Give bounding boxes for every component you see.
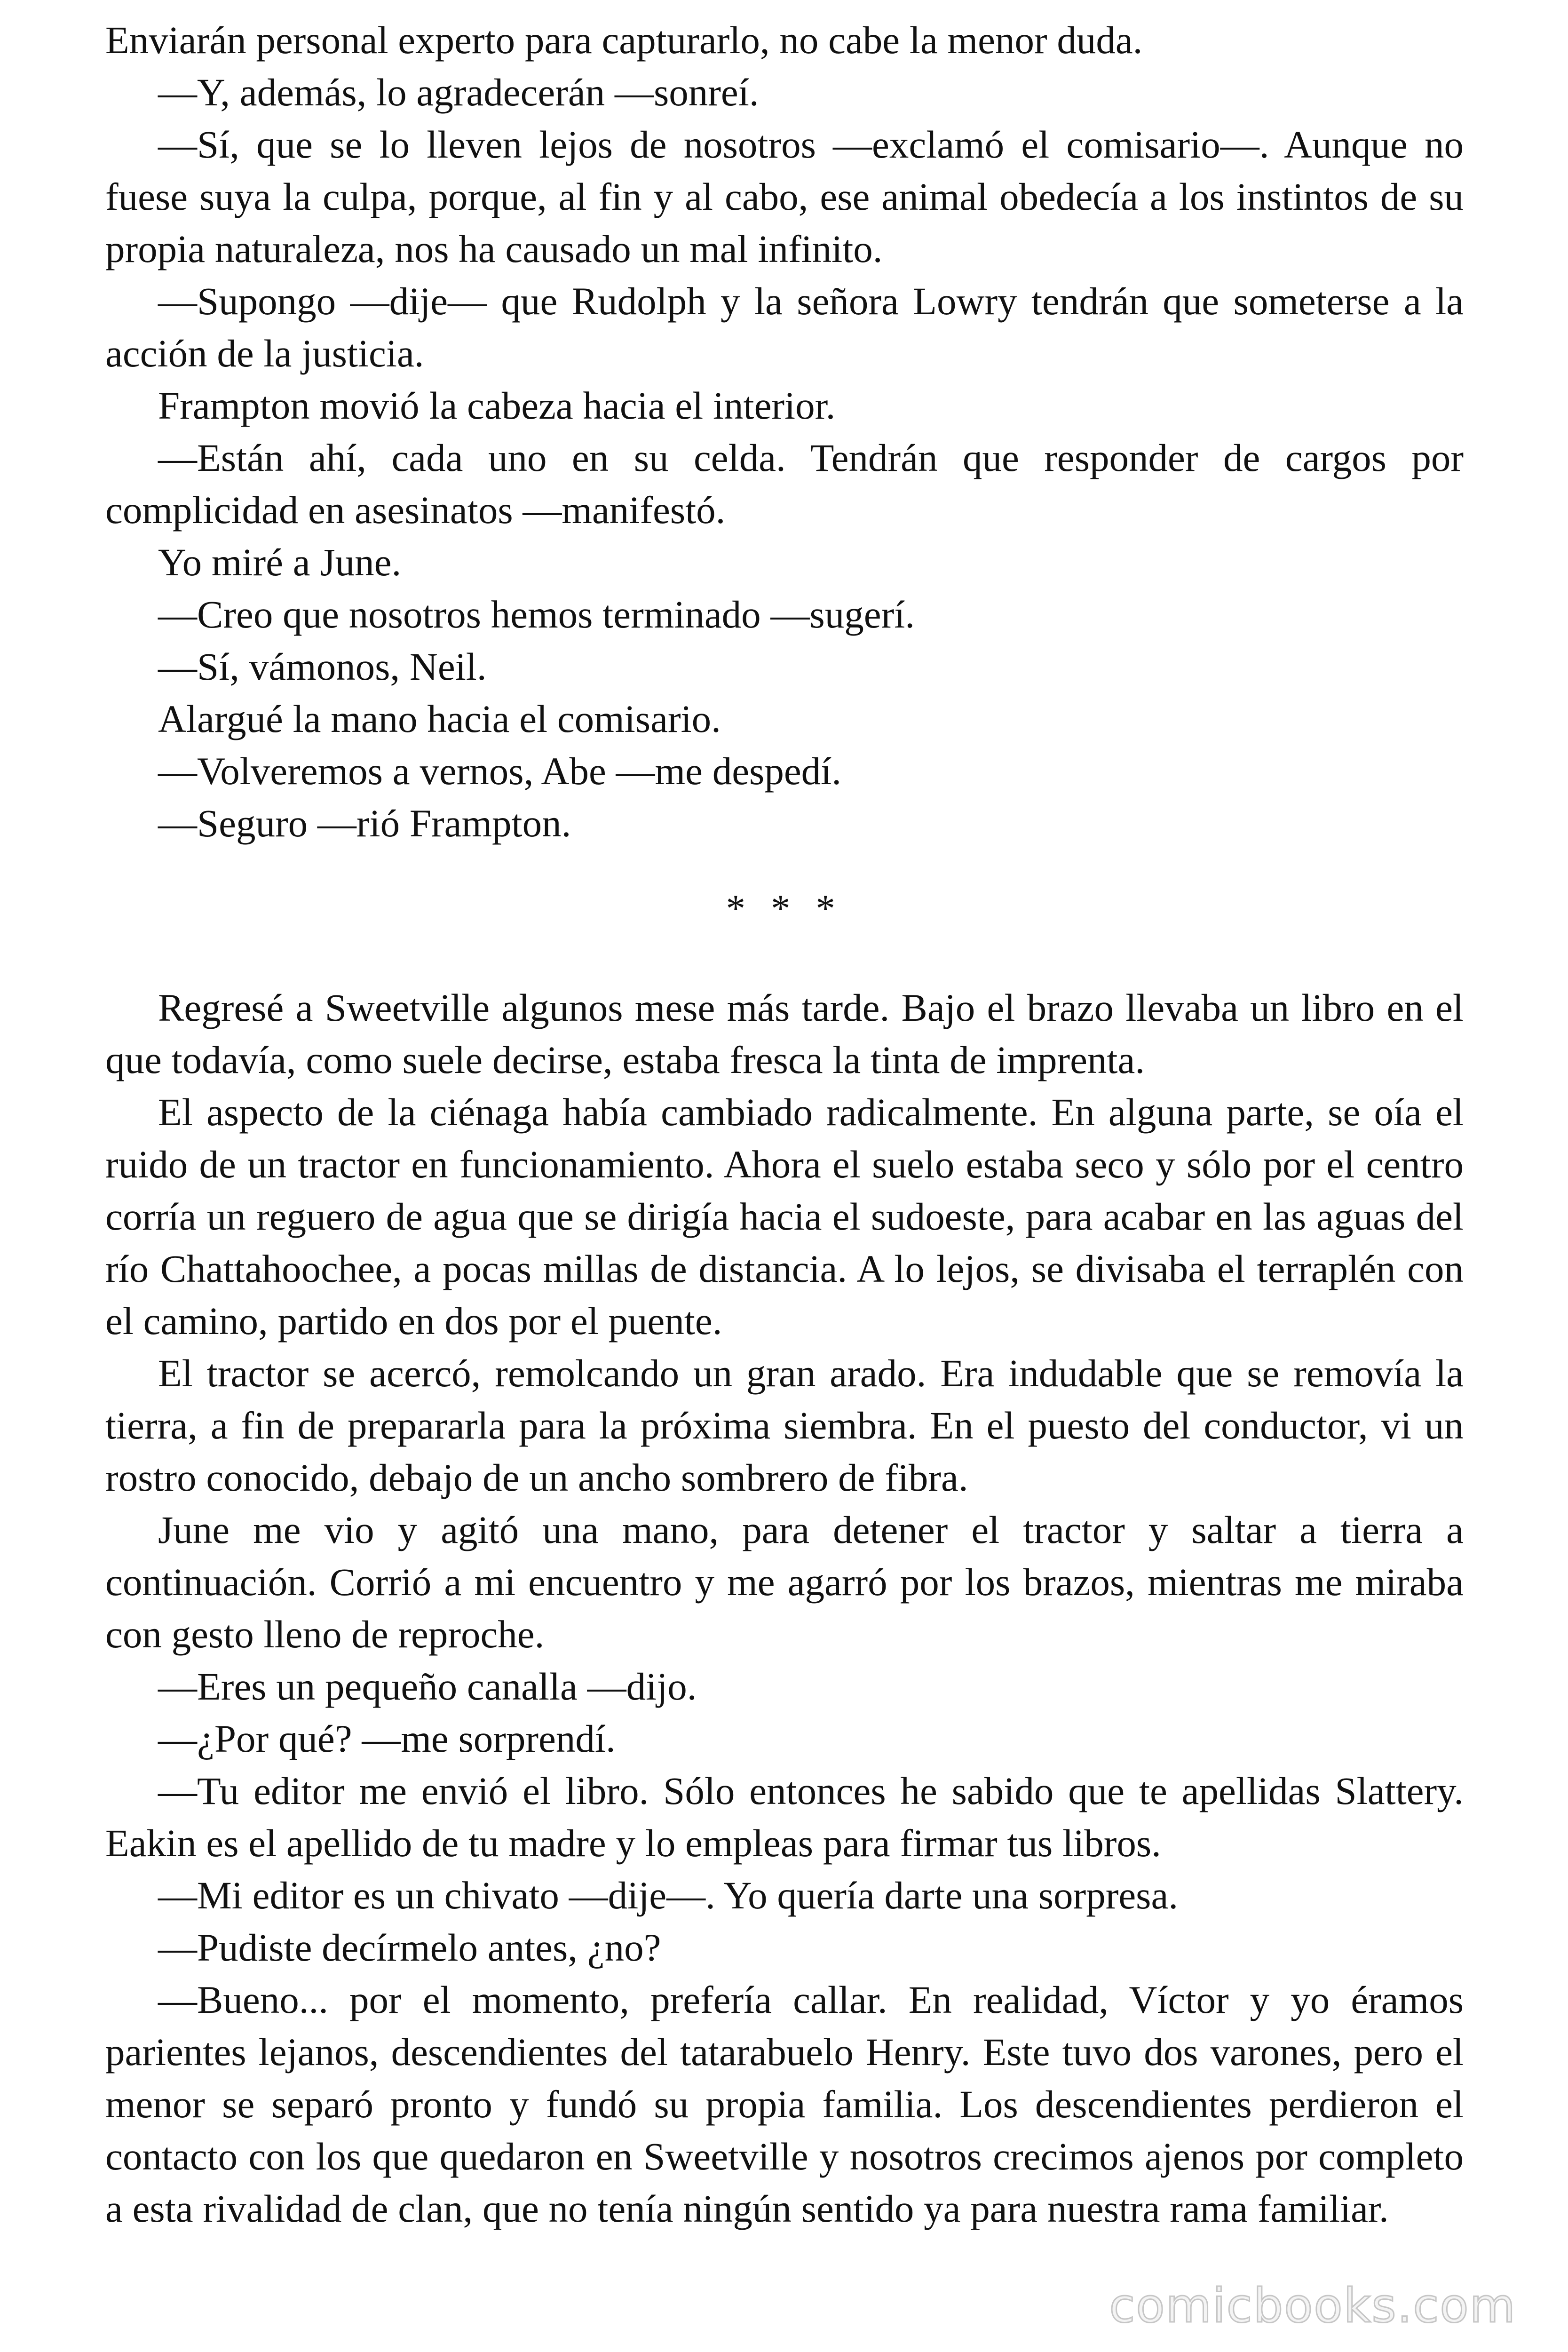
paragraph: —Sí, que se lo lleven lejos de nosotros —exclamó el comisario—. Aunque no fuese suya la culpa, porque, al fin y al cabo, ese animal obedecía a los instintos de su propia naturaleza, nos ha causado un mal infinito. (105, 123, 1464, 270)
paragraph: —Seguro —rió Frampton. (158, 802, 571, 845)
paragraph: —Supongo —dije— que Rudolph y la señora Lowry tendrán que someterse a la acción de la justicia. (105, 279, 1464, 375)
paragraph: —Y, además, lo agradecerán —sonreí. (158, 71, 759, 114)
paragraph: —Tu editor me envió el libro. Sólo entonces he sabido que te apellidas Slattery. Eakin es el apellido de tu madre y lo empleas para firmar tus libros. (105, 1769, 1464, 1865)
section-top (105, 14, 1464, 850)
paragraph: —Volveremos a vernos, Abe —me despedí. (158, 749, 841, 793)
paragraph: —Pudiste decírmelo antes, ¿no? (158, 1926, 661, 1969)
paragraph: —¿Por qué? —me sorprendí. (158, 1717, 616, 1760)
paragraph: —Eres un pequeño canalla —dijo. (158, 1665, 697, 1708)
paragraph: Alargué la mano hacia el comisario. (158, 697, 721, 740)
paragraph: Yo miré a June. (158, 540, 402, 584)
section-bottom (105, 982, 1464, 2235)
paragraph: Frampton movió la cabeza hacia el interior. (158, 384, 836, 427)
watermark: comicbooks.com (1109, 2278, 1516, 2333)
paragraph: Regresé a Sweetville algunos mese más tarde. Bajo el brazo llevaba un libro en el que todavía, como suele decirse, estaba fresca la tinta de imprenta. (105, 986, 1464, 1081)
paragraph: —Creo que nosotros hemos terminado —sugerí. (158, 593, 915, 636)
paragraph: El tractor se acercó, remolcando un gran arado. Era indudable que se removía la tierra, a fin de prepararla para la próxima siembra. En el puesto del conductor, vi un rostro conocido, debajo de un ancho sombrero de fibra. (105, 1351, 1464, 1499)
page-text (105, 14, 1464, 2235)
paragraph: Enviarán personal experto para capturarlo, no cabe la menor duda. (105, 18, 1143, 62)
paragraph: —Están ahí, cada uno en su celda. Tendrán que responder de cargos por complicidad en asesinatos —manifestó. (105, 436, 1464, 532)
paragraph: El aspecto de la ciénaga había cambiado radicalmente. En alguna parte, se oía el ruido de un tractor en funcionamiento. Ahora el suelo estaba seco y sólo por el centro corría un reguero de agua que se dirigía hacia el sudoeste, para acabar en las aguas del río Chattahoochee, a pocas millas de distancia. A lo lejos, se divisaba el terraplén con el camino, partido en dos por el puente. (105, 1090, 1464, 1343)
paragraph: —Mi editor es un chivato —dije—. Yo quería darte una sorpresa. (158, 1874, 1179, 1917)
paragraph: —Bueno... por el momento, prefería callar. En realidad, Víctor y yo éramos parientes lejanos, descendientes del tatarabuelo Henry. Este tuvo dos varones, pero el menor se separó pronto y fundó su propia familia. Los descendientes perdieron el contacto con los que quedaron en Sweetville y nosotros crecimos ajenos por completo a esta rivalidad de clan, que no tenía ningún sentido ya para nuestra rama familiar. (105, 1978, 1464, 2230)
section-separator: * * * (726, 887, 843, 930)
paragraph: —Sí, vámonos, Neil. (158, 645, 487, 688)
paragraph: June me vio y agitó una mano, para detener el tractor y saltar a tierra a continuación. Corrió a mi encuentro y me agarró por los brazos, mientras me miraba con gesto lleno de reproche. (105, 1508, 1464, 1656)
